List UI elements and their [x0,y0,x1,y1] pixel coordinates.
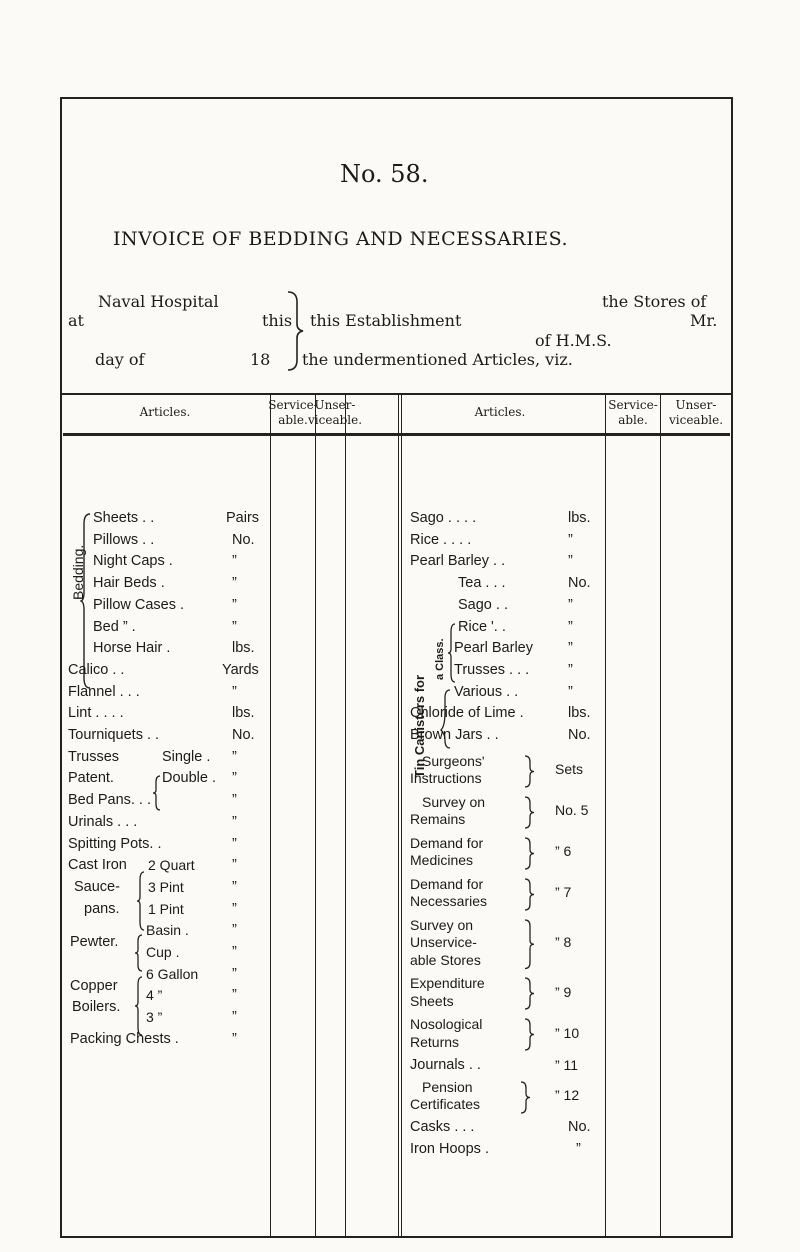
pewter-item: Basin . [146,922,189,939]
pension-unit: ” 12 [555,1087,580,1104]
article-item: Spitting Pots. . [68,835,162,852]
article-item: Rice . . . . [410,531,472,548]
copper-item-unit: ” [232,965,237,982]
col-unserviceable-left: Unser- viceable. [308,398,363,427]
of-hms-label: of H.M.S. [535,331,612,350]
form-item-line: Expenditure [410,975,485,992]
pewter-brace [134,933,144,973]
trusses-patent-label: Patent. [68,770,114,787]
form-item-unit: ” 7 [555,884,572,901]
col-serviceable-left: Service- able. [268,398,318,427]
article-item-unit: ” [232,683,237,700]
canister-item: Rice '. . [458,618,506,635]
form-item-line: Demand for [410,875,484,892]
class-label: a Class. [434,638,446,680]
brown-jars-unit: No. [568,727,591,743]
canister-item: Various . . [454,683,519,700]
form-item-line: Nosological [410,1016,483,1033]
article-item-unit: Yards [222,661,259,678]
journals: Journals . . [410,1057,481,1074]
bedding-item: Horse Hair . [93,640,171,657]
form-item-unit: ” 9 [555,983,572,1000]
article-item-unit: ” [232,792,237,809]
day-of-label: day of [95,350,145,369]
copper-brace [134,975,144,1037]
truss-item-unit: ” [232,748,237,765]
pension-line: Certificates [410,1096,481,1113]
article-item: Flannel . . . [68,683,140,700]
article-item: Urinals . . . [68,813,138,830]
canister-item: Pearl Barley [454,640,533,657]
form-item-brace [523,1017,535,1052]
form-item-line: Surgeons' [422,752,485,769]
canister-item: Trusses . . . [454,661,530,678]
bedding-item-unit: ” [232,575,237,592]
saucepan-item-unit: ” [232,857,237,874]
form-item-line: Survey on [410,916,474,933]
canister-item-unit: ” [568,596,573,613]
col-rule-4 [398,394,399,1238]
form-item-line: Survey on [422,793,486,810]
pewter-item-unit: ” [232,944,237,960]
form-item-unit: No. 5 [555,802,589,819]
trusses-label: Trusses [68,748,120,765]
pewter-item: Cup . [146,944,180,960]
form-item-line: Instructions [410,770,482,787]
truss-item: Double . [162,770,217,787]
article-item-unit: ” [568,531,573,548]
pension-line: Pension [422,1078,473,1095]
bedding-item: Night Caps . [93,553,173,570]
col-rule-2 [315,394,316,1238]
form-item-brace [523,877,535,912]
canister-item-unit: ” [568,640,573,657]
bedding-item: Pillows . . [93,531,155,548]
this-label: this [262,311,293,330]
mr-label: Mr. [690,311,718,330]
saucepan-item: 3 Pint [148,878,184,895]
article-item: Calico . . [68,661,125,678]
col-rule-4b [401,394,402,1238]
naval-hospital-label: Naval Hospital [98,292,219,311]
saucepan-item-unit: ” [232,900,237,917]
article-item: Tourniquets . . [68,727,160,743]
form-item-brace [523,836,535,871]
article-item: Pearl Barley . . [410,553,506,570]
form-item-brace [523,754,535,789]
form-item-brace [523,795,535,830]
col-rule-6 [660,394,661,1238]
form-item-line: Sheets [410,992,454,1009]
brown-jars: Brown Jars . . [410,727,499,743]
stores-of-label: the Stores of [602,292,707,311]
saucepans-brace [136,870,146,932]
article-item-unit: lbs. [232,705,255,722]
undermentioned-label: the undermentioned Articles, viz. [302,350,573,369]
bedding-item: Hair Beds . [93,575,165,592]
article-item-unit: No. [232,727,255,743]
table-header-rule [63,433,730,436]
table-top-rule [60,393,733,395]
copper-item: 3 ” [146,1009,163,1026]
form-item-unit: ” 8 [555,933,572,950]
copper-boilers-label: Boilers. [72,999,121,1016]
article-item-unit: ” [568,553,573,570]
chloride-of-lime: Chloride of Lime . [410,705,524,722]
casks-unit: No. [568,1118,591,1135]
bedding-item-unit: ” [232,618,237,635]
saucepans-label-sauce: Sauce- [74,878,120,895]
form-item-line: Medicines [410,852,474,869]
copper-item-unit: ” [232,987,237,1004]
form-item-brace [523,976,535,1011]
bedding-item: Bed ” . [93,618,136,635]
saucepans-label-castiron: Cast Iron [68,857,127,874]
col-serviceable-right: Service- able. [608,398,658,427]
col-articles-left: Articles. [139,405,191,419]
canister-item-unit: No. [568,575,591,592]
article-item-unit: lbs. [568,510,591,526]
form-item-brace [523,918,535,971]
canister-item-unit: ” [568,618,573,635]
iron-hoops-unit: ” [576,1140,581,1157]
form-item-unit: Sets [555,761,584,778]
canister-item: Tea . . . [458,575,506,592]
form-item-line: Returns [410,1033,460,1050]
bedding-item-unit: ” [232,553,237,570]
col-unserviceable-right: Unser- viceable. [668,398,724,427]
form-item-unit: ” 6 [555,843,572,860]
packing-chests-unit: ” [232,1030,237,1047]
copper-label: Copper [70,977,118,994]
pension-brace [519,1080,531,1115]
bedding-item-unit: Pairs [226,510,260,526]
saucepan-item: 1 Pint [148,900,184,917]
col-articles-right: Articles. [474,405,526,419]
saucepan-item: 2 Quart [148,857,195,874]
article-item: Bed Pans. . . [68,792,152,809]
bedding-item: Sheets . . [93,510,155,526]
form-item-line: Remains [410,811,466,828]
article-item: Sago . . . . [410,510,477,526]
col-rule-1 [270,394,271,1238]
tin-canisters-label: Tin Canisters for [412,674,427,778]
pewter-item-unit: ” [232,922,237,939]
truss-item: Single . [162,748,211,765]
truss-item-unit: ” [232,770,237,787]
canister-item-unit: ” [568,661,573,678]
this-establishment-label: this Establishment [310,311,462,330]
form-number: No. 58. [340,160,429,188]
invoice-form [60,97,733,1238]
iron-hoops: Iron Hoops . [410,1140,489,1157]
bedding-item: Pillow Cases . [93,596,185,613]
col-rule-5 [605,394,606,1238]
chloride-unit: lbs. [568,705,591,722]
copper-item: 4 ” [146,987,163,1004]
article-item-unit: ” [232,835,237,852]
packing-chests: Packing Chests . [70,1030,179,1047]
pewter-label: Pewter. [70,934,119,951]
casks: Casks . . . [410,1118,475,1135]
form-item-line: Necessaries [410,893,488,910]
copper-item: 6 Gallon [146,965,199,982]
bedding-item-unit: lbs. [232,640,255,657]
form-item-line: able Stores [410,951,481,968]
year-prefix: 18 [250,350,271,369]
bedding-item-unit: ” [232,596,237,613]
article-item-unit: ” [232,813,237,830]
journals-unit: ” 11 [555,1057,579,1074]
saucepan-item-unit: ” [232,878,237,895]
col-rule-3 [345,394,346,1238]
at-label: at [68,311,84,330]
canister-item: Sago . . [458,596,508,613]
copper-item-unit: ” [232,1009,237,1026]
bedding-item-unit: No. [232,531,255,548]
form-item-line: Unservice- [410,934,477,951]
canister-item-unit: ” [568,683,573,700]
saucepans-label-pans: pans. [84,900,120,917]
trusses-brace [152,774,162,812]
form-item-line: Demand for [410,834,484,851]
form-item-unit: ” 10 [555,1024,580,1041]
bedding-label: Bedding. [70,544,86,600]
article-item: Lint . . . . [68,705,124,722]
form-title: INVOICE OF BEDDING AND NECESSARIES. [113,228,568,250]
